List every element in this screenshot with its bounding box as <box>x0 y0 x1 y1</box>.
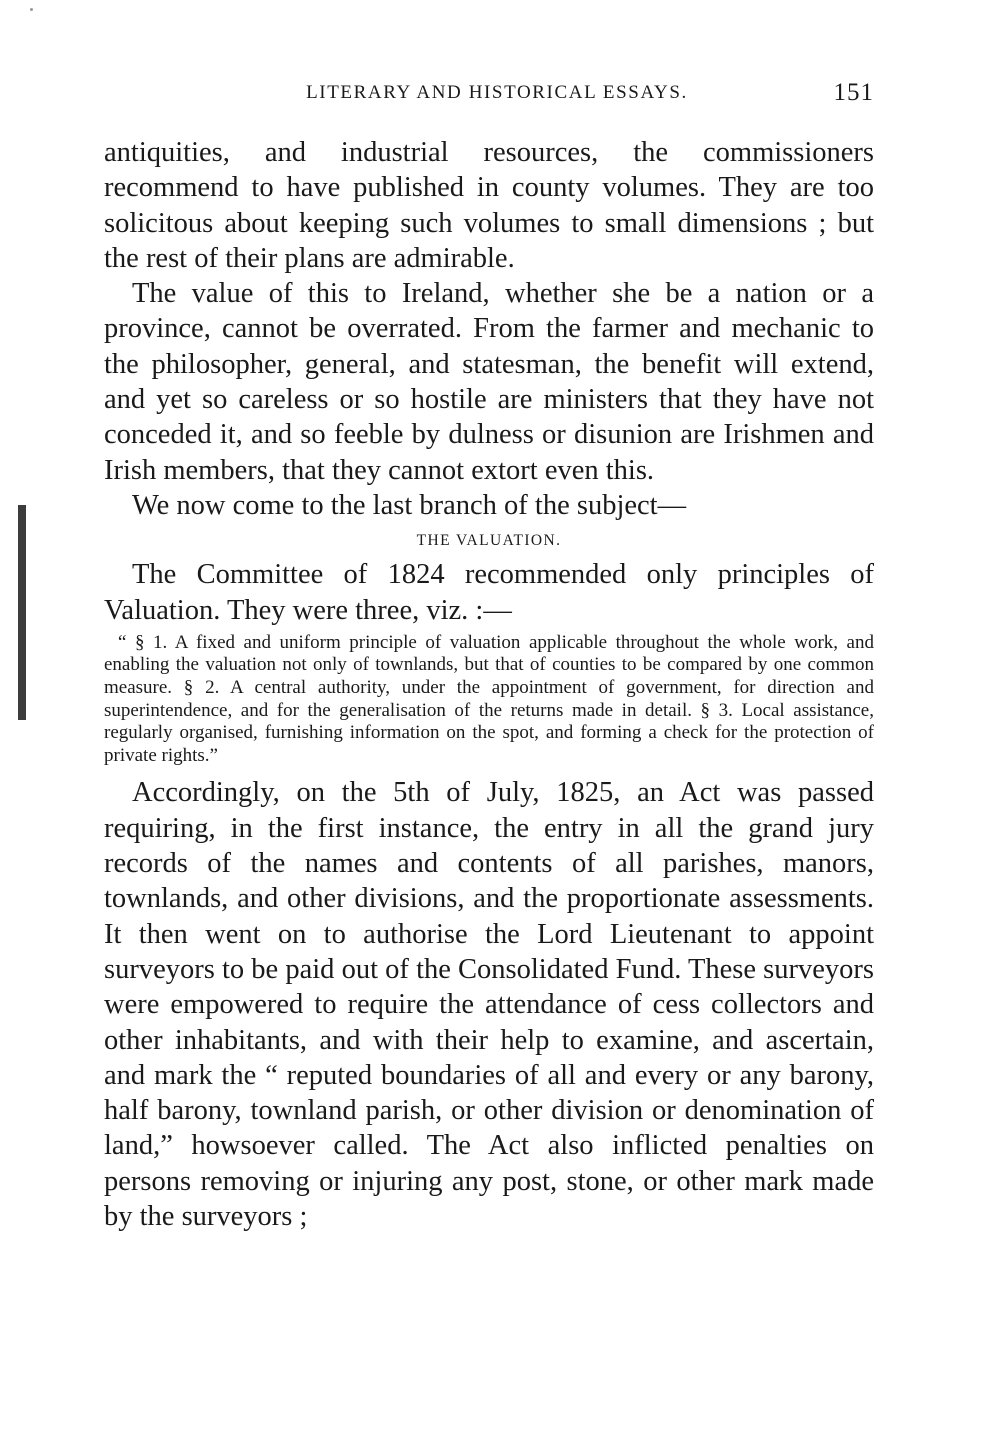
block-quote: “ § 1. A fixed and uniform principle of valuation applicable throughout the whole work, and enabling the valuation not only of townlands, but that of counties to be compared by one common measure. § 2. A central authority, under the appointment of government, for direction and superintendence, and for the generalisation of the returns made in detail. § 3. Local assistance, regularly organised, furnishing information on the spot, and forming a check for the protection of private rights.” <box>104 631 874 766</box>
paragraph-4: The Committee of 1824 recommended only principles of Valuation. They were three, viz. :— <box>104 559 874 626</box>
running-title: LITERARY AND HISTORICAL ESSAYS. <box>306 82 688 103</box>
body-text <box>104 135 874 1234</box>
paragraph-3: We now come to the last branch of the subject— <box>132 489 687 521</box>
running-header <box>104 79 874 112</box>
paragraph-5: Accordingly, on the 5th of July, 1825, an Act was passed requiring, in the first instance, the entry in all the grand jury records of the names and contents of all parishes, manors, townlands, and other divisions, and the proportionate assessments. It then went on to authorise the Lord Lieutenant to appoint surveyors to be paid out of the Consolidated Fund. These surveyors were empowered to require the attendance of cess collectors and other inhabitants, and with their help to examine, and ascertain, and mark the “ reputed boundaries of all and every or any barony, half barony, townland parish, or other division or denomination of land,” howsoever called. The Act also inflicted penalties on persons removing or injuring any post, stone, or other mark made by the surveyors ; <box>104 777 874 1232</box>
paragraph-1: antiquities, and industrial resources, the commissioners recommend to have published in county volumes. They are too solicitous about keeping such volumes to small dimensions ; but the rest of their plans are admirable. <box>104 137 874 274</box>
paragraph-2: The value of this to Ireland, whether she be a nation or a province, cannot be overrated. From the farmer and mechanic to the philosopher, general, and statesman, the benefit will extend, and yet so careless or so hostile are ministers that they have not conceded it, and so feeble by dulness or disunion are Irishmen and Irish members, that they cannot extort even this. <box>104 278 874 486</box>
scan-speck <box>30 8 33 11</box>
gutter-shadow <box>18 505 26 720</box>
page-number: 151 <box>833 79 874 106</box>
section-heading: THE VALUATION. <box>416 532 562 550</box>
